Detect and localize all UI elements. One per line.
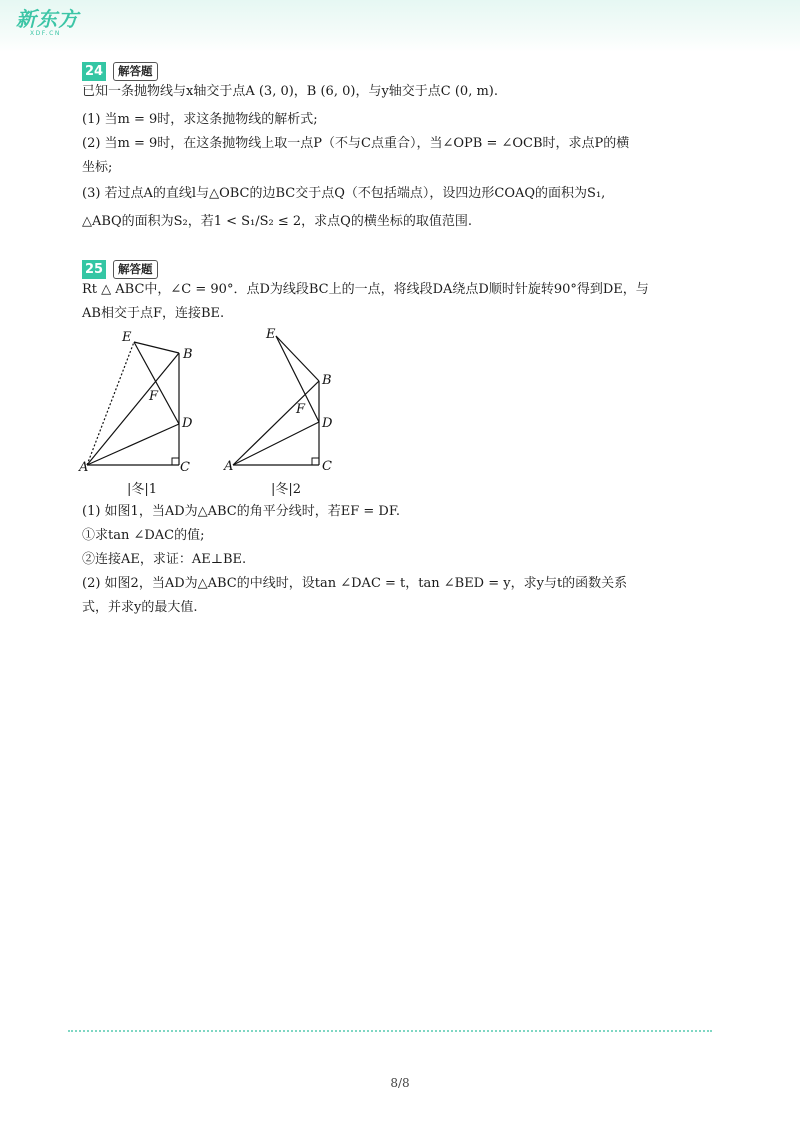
logo-sub: XDF.CN (30, 30, 61, 37)
q24-line: △ABQ的面积为S₂，若1 < S₁/S₂ ≤ 2，求点Q的横坐标的取值范围. (82, 214, 472, 229)
q25-line: AB相交于点F，连接BE. (82, 306, 225, 321)
q25-type: 解答题 (113, 260, 158, 279)
q24-line: 坐标; (82, 160, 113, 175)
label-d: D (182, 416, 193, 431)
q25-sub-line: (1) 如图1，当AD为△ABC的角平分线时，若EF = DF. (82, 504, 400, 519)
q24-number: 24 (82, 62, 106, 81)
figure-2-caption: |冬|2 (271, 482, 302, 497)
label-d: D (322, 416, 333, 431)
q25-line: Rt △ ABC中，∠C = 90°．点D为线段BC上的一点，将线段DA绕点D顺时针旋转90°得到DE，与 (82, 282, 649, 297)
q25-sub-line: 式，并求y的最大值. (82, 600, 198, 615)
label-c: C (322, 459, 332, 474)
q24-header (82, 61, 158, 81)
segment-ad (233, 422, 319, 465)
q24-line: (1) 当m = 9时，求这条抛物线的解析式; (82, 112, 318, 127)
header-band (0, 0, 800, 52)
label-b: B (183, 347, 193, 362)
figure-1-caption: |冬|1 (127, 482, 158, 497)
segment-ab (233, 381, 319, 465)
label-e: E (122, 330, 132, 345)
segment-ab (87, 353, 179, 465)
q25-number: 25 (82, 260, 106, 279)
right-angle-mark (172, 458, 179, 465)
q25-sub-line: ①求tan ∠DAC的值; (82, 528, 205, 543)
q25-sub-line: (2) 如图2，当AD为△ABC的中线时，设tan ∠DAC = t，tan ∠BED = y，求y与t的函数关系 (82, 576, 628, 591)
segment-de (134, 342, 179, 424)
label-f: F (149, 389, 159, 404)
label-f: F (296, 402, 306, 417)
q25-header (82, 259, 158, 279)
q24-line: (3) 若过点A的直线l与△OBC的边BC交于点Q（不包括端点），设四边形COAQ的面积为S₁, (82, 186, 606, 201)
q24-type: 解答题 (113, 62, 158, 81)
segment-be (276, 336, 319, 381)
logo-text: 新东方 (16, 7, 79, 31)
label-e: E (266, 327, 276, 342)
segment-be (134, 342, 179, 353)
page-number: 8/8 (390, 1076, 410, 1090)
label-b: B (322, 373, 332, 388)
label-a: A (79, 460, 89, 475)
figure-2 (222, 326, 352, 478)
right-angle-mark (312, 458, 319, 465)
q24-line: (2) 当m = 9时，在这条抛物线上取一点P（不与C点重合），当∠OPB = ∠OCB时，求点P的横 (82, 136, 630, 151)
footer-divider (68, 1030, 712, 1032)
label-a: A (224, 459, 234, 474)
q25-sub-line: ②连接AE，求证：AE⊥BE. (82, 552, 247, 567)
figure-1 (76, 326, 206, 478)
q24-line: 已知一条抛物线与x轴交于点A (3, 0)，B (6, 0)，与y轴交于点C (0, m). (82, 84, 499, 99)
xdf-logo (16, 8, 80, 48)
label-c: C (180, 460, 190, 475)
